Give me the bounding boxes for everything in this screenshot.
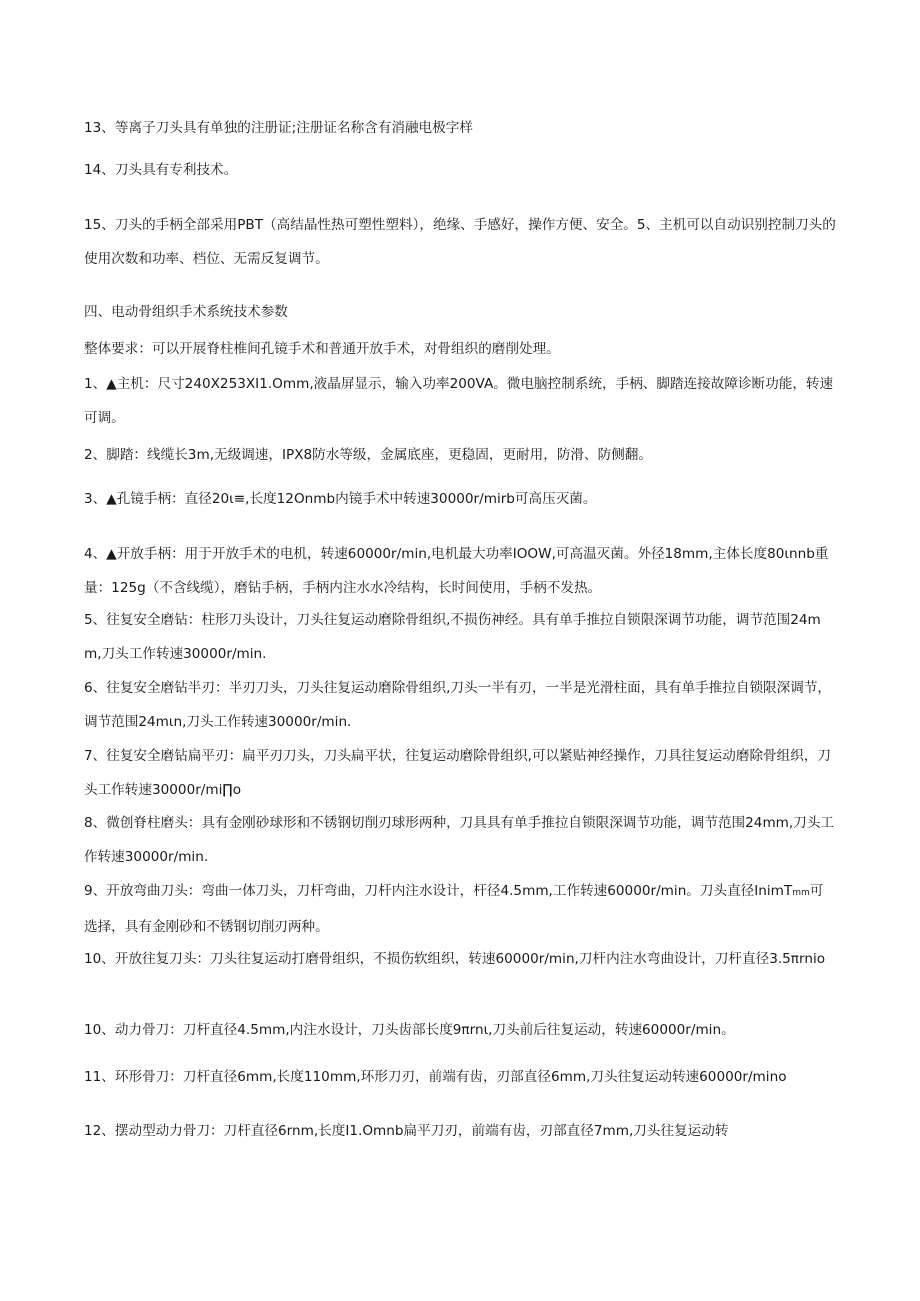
item-8-spine-burr: 8、微创脊柱磨头：具有金刚砂球形和不锈钢切削刃球形两种，刀具具有单手推拉自锁限深调节功能，调节范围24mm,刀头工作转速30000r∕min. bbox=[84, 815, 835, 865]
item-11-ring-osteotome: 11、环形骨刀：刀杆直径6mm,长度110mm,环形刀刃，前端有齿，刃部直径6mm,刀头往复运动转速60000r∕mino bbox=[84, 1069, 787, 1085]
item-7-flat-edge-burr: 7、往复安全磨钻扁平刃：扁平刃刀头，刀头扁平状，往复运动磨除骨组织,可以紧贴神经操作，刀具往复运动磨除骨组织，刀头工作转速30000r∕mi∏o bbox=[84, 748, 832, 798]
section-heading: 四、电动骨组织手术系统技术参数 bbox=[84, 304, 288, 320]
overall-requirement: 整体要求：可以开展脊柱椎间孔镜手术和普通开放手术，对骨组织的磨削处理。 bbox=[84, 341, 560, 357]
item-9-curved-tip bbox=[84, 874, 836, 944]
paragraph-14: 14、刀头具有专利技术。 bbox=[84, 162, 238, 178]
paragraph-15: 15、刀头的手柄全部采用PBT（高结晶性热可塑性塑料），绝缘、手感好，操作方便、安全。5、主机可以自动识别控制刀头的使用次数和功率、档位、无需反复调节。 bbox=[84, 217, 836, 267]
item-1-host: 1、▲主机：尺寸240X253XI1.Omm,液晶屏显示，输入功率200VA。微电脑控制系统，手柄、脚踏连接故障诊断功能，转速可调。 bbox=[84, 376, 834, 426]
item-2-footswitch: 2、脚踏：线缆长3m,无级调速，IPX8防水等级，金属底座，更稳固，更耐用，防滑、防侧翻。 bbox=[84, 447, 652, 463]
item-6-half-edge-burr: 6、往复安全磨钻半刃：半刃刀头，刀头往复运动磨除骨组织,刀头一半有刃，一半是光滑柱面，具有单手推拉自锁限深调节，调节范围24mιn,刀头工作转速30000r∕min. bbox=[84, 680, 832, 730]
item-9-text-a: 9、开放弯曲刀头：弯曲一体刀头，刀杆弯曲，刀杆内注水设计，杆径4.5mm,工作转速60000r/min。刀头直径InimT bbox=[84, 883, 793, 899]
item-9-text-b: 可选择，具有金刚砂和不锈钢切削刃两种。 bbox=[84, 883, 824, 935]
paragraph-13: 13、等离子刀头具有单独的注册证;注册证名称含有消融电极字样 bbox=[84, 120, 473, 136]
item-9-subscript: mm bbox=[792, 888, 810, 898]
item-5-safety-burr: 5、往复安全磨钻：柱形刀头设计，刀头往复运动磨除骨组织,不损伤神经。具有单手推拉自锁限深调节功能，调节范围24mm,刀头工作转速30000r∕min. bbox=[84, 612, 821, 662]
item-3-scope-handpiece: 3、▲孔镜手柄：直径20ι≡,长度12Onmb内镜手术中转速30000r∕mirb可高压灭菌。 bbox=[84, 491, 597, 507]
item-10-reciprocating-tip: 10、开放往复刀头：刀头往复运动打磨骨组织，不损伤软组织，转速60000r∕min,刀杆内注水弯曲设计，刀杆直径3.5πrnio bbox=[84, 951, 826, 967]
item-10-power-osteotome: 10、动力骨刀：刀杆直径4.5mm,内注水设计，刀头齿部长度9πrnι,刀头前后往复运动，转速60000r∕min。 bbox=[84, 1022, 735, 1038]
item-12-oscillating-osteotome: 12、摆动型动力骨刀：刀杆直径6rnm,长度I1.Omnb扁平刀刃，前端有齿，刃部直径7mm,刀头往复运动转 bbox=[84, 1123, 729, 1139]
item-4-open-handpiece: 4、▲开放手柄：用于开放手术的电机，转速60000r∕min,电机最大功率IOOW,可高温灭菌。外径18mm,主体长度80ιnnb重量：125g（不含线缆），磨钻手柄，手柄内注水水冷结构，长时间使用，手柄不发热。 bbox=[84, 546, 829, 596]
